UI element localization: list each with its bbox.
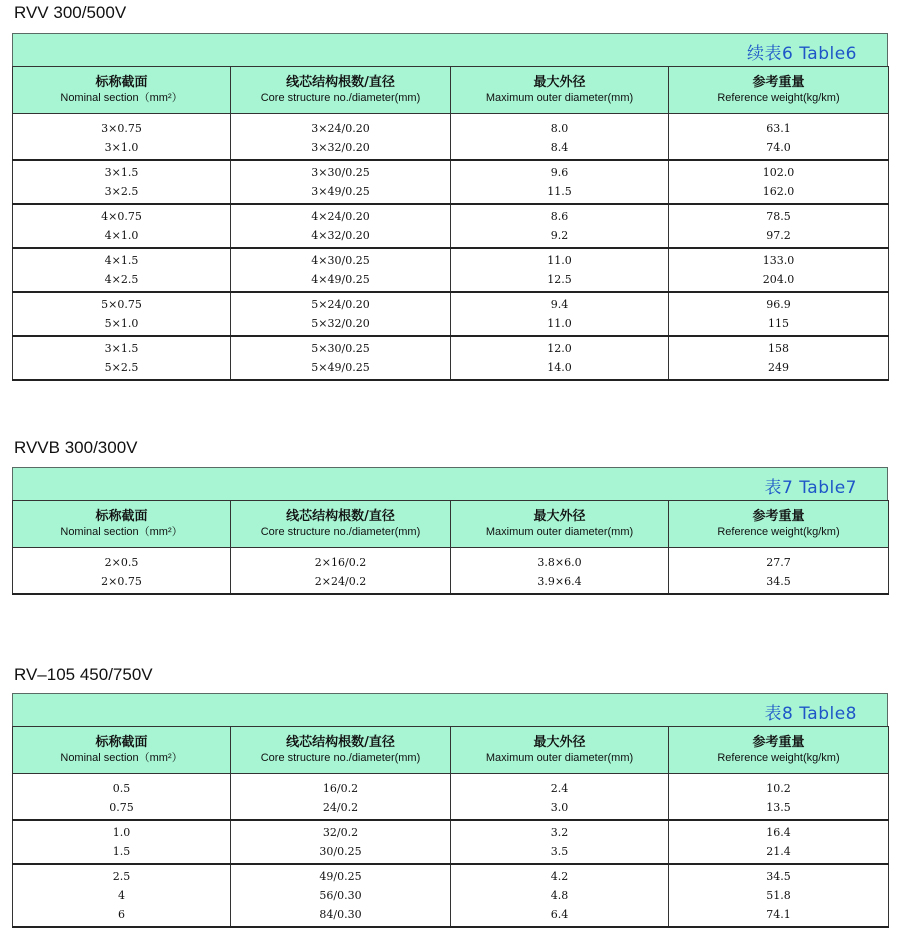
cell-nominal-section: 4×0.75 4×1.0	[13, 204, 231, 248]
spec-table	[12, 33, 888, 381]
header-max-outer-diameter: 最大外径 Maximum outer diameter(mm)	[451, 727, 669, 774]
cell-core-structure: 4×30/0.25 4×49/0.25	[231, 248, 451, 292]
cell-max-diameter: 2.4 3.0	[451, 777, 669, 820]
table-row	[13, 777, 889, 820]
table-caption: 表7 Table7	[764, 478, 857, 498]
cell-weight: 34.5 51.8 74.1	[669, 864, 889, 927]
table-row	[13, 160, 889, 204]
cell-core-structure: 5×24/0.20 5×32/0.20	[231, 292, 451, 336]
data-table	[12, 66, 889, 381]
table-caption: 表8 Table8	[764, 704, 857, 724]
data-table	[12, 500, 889, 595]
header-reference-weight: 参考重量 Reference weight(kg/km)	[669, 501, 889, 548]
cell-weight: 10.2 13.5	[669, 777, 889, 820]
table-row	[13, 820, 889, 864]
cell-max-diameter: 4.2 4.8 6.4	[451, 864, 669, 927]
cell-weight: 27.7 34.5	[669, 551, 889, 594]
cell-nominal-section: 1.0 1.5	[13, 820, 231, 864]
header-row	[13, 727, 889, 774]
cell-max-diameter: 3.2 3.5	[451, 820, 669, 864]
cell-weight: 78.5 97.2	[669, 204, 889, 248]
caption-bar	[12, 33, 888, 66]
cell-weight: 63.1 74.0	[669, 117, 889, 160]
cell-weight: 133.0 204.0	[669, 248, 889, 292]
cell-core-structure: 49/0.25 56/0.30 84/0.30	[231, 864, 451, 927]
table-row	[13, 292, 889, 336]
cell-nominal-section: 2×0.5 2×0.75	[13, 551, 231, 594]
header-core-structure: 线芯结构根数/直径 Core structure no./diameter(mm)	[231, 67, 451, 114]
cell-nominal-section: 3×0.75 3×1.0	[13, 117, 231, 160]
cell-core-structure: 16/0.2 24/0.2	[231, 777, 451, 820]
spec-table	[12, 693, 888, 928]
section-title: RVV 300/500V	[14, 3, 127, 22]
data-table	[12, 726, 889, 928]
cell-nominal-section: 5×0.75 5×1.0	[13, 292, 231, 336]
cell-weight: 102.0 162.0	[669, 160, 889, 204]
table-row	[13, 248, 889, 292]
header-core-structure: 线芯结构根数/直径 Core structure no./diameter(mm)	[231, 727, 451, 774]
caption-bar	[12, 693, 888, 726]
header-row	[13, 501, 889, 548]
cell-weight: 16.4 21.4	[669, 820, 889, 864]
cell-core-structure: 5×30/0.25 5×49/0.25	[231, 336, 451, 380]
table-row	[13, 551, 889, 594]
section-title: RV–105 450/750V	[14, 665, 153, 684]
cell-core-structure: 4×24/0.20 4×32/0.20	[231, 204, 451, 248]
cell-nominal-section: 0.5 0.75	[13, 777, 231, 820]
cell-max-diameter: 12.0 14.0	[451, 336, 669, 380]
cell-weight: 96.9 115	[669, 292, 889, 336]
cell-core-structure: 3×24/0.20 3×32/0.20	[231, 117, 451, 160]
table-caption: 续表6 Table6	[747, 44, 857, 64]
header-row	[13, 67, 889, 114]
cell-max-diameter: 8.0 8.4	[451, 117, 669, 160]
cell-max-diameter: 9.4 11.0	[451, 292, 669, 336]
cell-weight: 158 249	[669, 336, 889, 380]
cell-nominal-section: 2.5 4 6	[13, 864, 231, 927]
header-reference-weight: 参考重量 Reference weight(kg/km)	[669, 727, 889, 774]
cell-nominal-section: 4×1.5 4×2.5	[13, 248, 231, 292]
caption-bar	[12, 467, 888, 500]
cell-core-structure: 32/0.2 30/0.25	[231, 820, 451, 864]
header-reference-weight: 参考重量 Reference weight(kg/km)	[669, 67, 889, 114]
cell-max-diameter: 11.0 12.5	[451, 248, 669, 292]
cell-core-structure: 2×16/0.2 2×24/0.2	[231, 551, 451, 594]
cell-max-diameter: 9.6 11.5	[451, 160, 669, 204]
cell-max-diameter: 8.6 9.2	[451, 204, 669, 248]
table-row	[13, 864, 889, 927]
cell-nominal-section: 3×1.5 3×2.5	[13, 160, 231, 204]
header-core-structure: 线芯结构根数/直径 Core structure no./diameter(mm)	[231, 501, 451, 548]
cell-nominal-section: 3×1.5 5×2.5	[13, 336, 231, 380]
header-nominal-section: 标称截面 Nominal section（mm²）	[13, 501, 231, 548]
spec-table	[12, 467, 888, 595]
header-max-outer-diameter: 最大外径 Maximum outer diameter(mm)	[451, 67, 669, 114]
section-title: RVVB 300/300V	[14, 438, 138, 457]
table-row	[13, 336, 889, 380]
header-nominal-section: 标称截面 Nominal section（mm²）	[13, 727, 231, 774]
header-nominal-section: 标称截面 Nominal section（mm²）	[13, 67, 231, 114]
table-row	[13, 117, 889, 160]
cell-max-diameter: 3.8×6.0 3.9×6.4	[451, 551, 669, 594]
table-row	[13, 204, 889, 248]
cell-core-structure: 3×30/0.25 3×49/0.25	[231, 160, 451, 204]
header-max-outer-diameter: 最大外径 Maximum outer diameter(mm)	[451, 501, 669, 548]
